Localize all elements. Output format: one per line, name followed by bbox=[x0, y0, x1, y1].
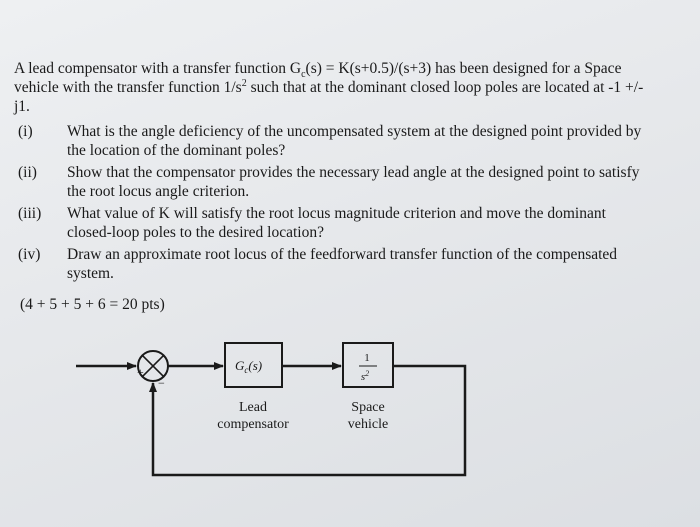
plant-label-line1: Space bbox=[351, 400, 385, 415]
plant-label-line2: vehicle bbox=[347, 417, 389, 432]
plant-block bbox=[343, 343, 393, 387]
question-text: What value of K will satisfy the root locus magnitude criterion and move the dominant closed-loop poles to the desired location? bbox=[67, 205, 606, 241]
intro-text-part3: such that at the dominant closed loop poles are located at -1 +/-j1. bbox=[14, 79, 644, 115]
question-text: What is the angle deficiency of the uncompensated system at the designed point provided by the location of the dominant poles? bbox=[67, 123, 642, 159]
plant-denominator bbox=[361, 369, 369, 383]
question-number: (i) bbox=[18, 123, 33, 140]
question-number: (iv) bbox=[18, 246, 41, 263]
summing-minus-sign: − bbox=[158, 376, 165, 390]
question-number: (ii) bbox=[18, 164, 37, 181]
question-text: Draw an approximate root locus of the feedforward transfer function of the compensated system. bbox=[67, 246, 618, 282]
plant-denominator-sup: 2 bbox=[365, 369, 370, 378]
compensator-sub: c bbox=[244, 365, 249, 375]
plant-denominator-s: s bbox=[360, 371, 366, 383]
question-number: (iii) bbox=[18, 205, 42, 222]
intro-subscript: c bbox=[301, 69, 306, 81]
compensator-suffix: (s) bbox=[248, 358, 263, 373]
question-text: Show that the compensator provides the necessary lead angle at the designed point to satisfy the root locus angle criterion. bbox=[67, 164, 640, 200]
feedback-path bbox=[153, 366, 465, 475]
compensator-label-line2: compensator bbox=[217, 417, 289, 432]
points-breakdown: (4 + 5 + 5 + 6 = 20 pts) bbox=[20, 296, 165, 313]
intro-text-part2: (s) = K(s+0.5)/(s+3) has been designed for a Space vehicle with the transfer function 1/s bbox=[14, 60, 622, 96]
summing-plus-sign: + bbox=[137, 365, 144, 379]
compensator-label-line1: Lead bbox=[239, 400, 267, 415]
plant-numerator: 1 bbox=[364, 352, 370, 364]
intro-text-part1: A lead compensator with a transfer function G bbox=[14, 60, 302, 77]
compensator-transfer-function bbox=[235, 358, 262, 375]
compensator-block bbox=[225, 343, 282, 387]
compensator-g: G bbox=[235, 358, 245, 373]
intro-superscript: 2 bbox=[241, 77, 247, 89]
